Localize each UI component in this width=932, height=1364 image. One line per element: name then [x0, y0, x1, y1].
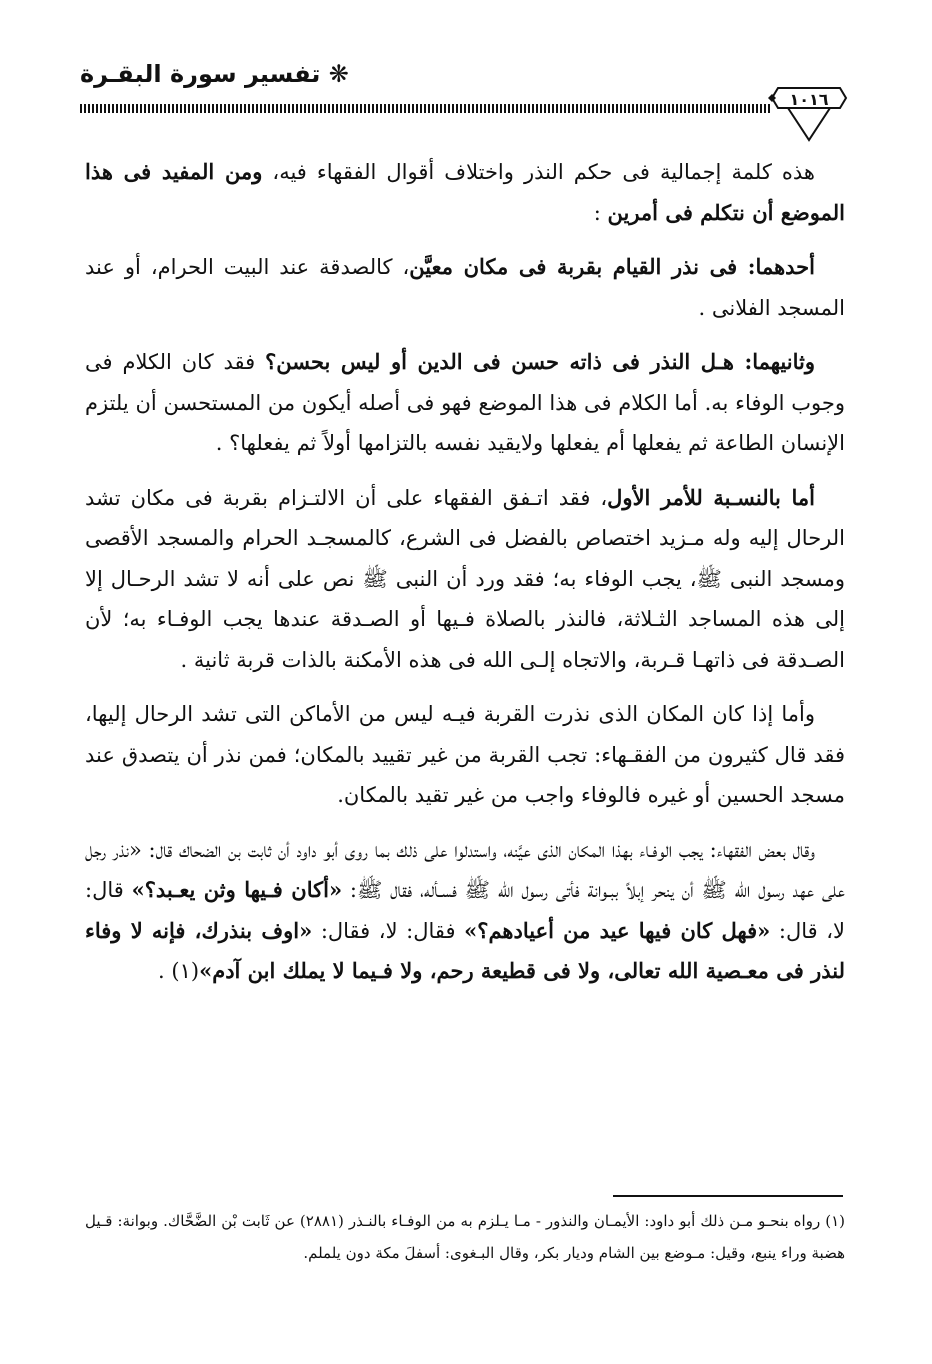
text-run: : — [593, 200, 608, 225]
text-run: ، كالصدقة عند البيت الحرام، أو عند المسجد الفلانى . — [85, 255, 845, 320]
bold-text: «اوف بنذرك، فإنه لا وفاء لنذر فى معـصية الله تعالى، ولا فى قطيعة رحم، ولا فـيما لا يملك ابن آدم» — [85, 917, 845, 983]
ornament-icon: ❋ — [328, 60, 349, 88]
bold-text: «أكان فـيها وثن يعـبد؟» — [131, 877, 343, 902]
paragraph — [85, 247, 845, 328]
paragraph — [85, 152, 845, 233]
footnote: (١) رواه بنحـو مـن ذلك أبو داود: الأيمـان والنذور - مـا يـلزم به من الوفـاء بالنـذر (٢٨٨١) عن ثَابت بْن الضَّحَّاك. وبوانة: قـيل هضبة وراء ينبع، وقيل: مـوضع بين الشام وديار بكر، وقال البـغوى: أسفلَ مكة دون يلملم. — [85, 1212, 845, 1262]
bold-text: «فهل كان فيها عيد من أعيادهم؟» — [464, 917, 771, 943]
text-run: (١) . — [158, 959, 200, 983]
text-run: فقال: لا، فقال: — [312, 918, 465, 943]
page-header — [80, 55, 855, 155]
text-run: قال: لا، قال: — [85, 878, 846, 943]
running-title — [80, 60, 349, 88]
text-run: وقال بعض الفقهاء: يجب الوفـاء بهذا المكان الذى عيَّنه، واستدلوا على ذلك بما روى أبو داود أن ثابت بن الضحاك قال: «نذر رجل على عهد رسول الله ﷺ أن ينحر إبلاً ببـوانة فأتى رسول الله ﷺ فسـأله، فقال ﷺ: — [85, 837, 845, 902]
text-run: فقد كان الكلام فى وجوب الوفاء به. أما الكلام فى هذا الموضع فهو فى أصله أيكون من المستحسن أن يلتزم الإنسان الطاعة ثم يفعلها أم يفعلها ولايقيد نفسه بالتزامها أولاً ثم يفعلها؟ . — [85, 350, 845, 455]
paragraph — [85, 830, 845, 992]
text-run: هذه كلمة إجمالية فى حكم النذر واختلاف أقوال الفقهاء فيه، — [262, 160, 815, 184]
header-rule — [80, 104, 770, 113]
footnote-separator — [613, 1195, 843, 1197]
paragraph — [85, 478, 845, 681]
bold-text: ومن المفيد فى هذا الموضع أن نتكلم فى أمرين — [85, 159, 845, 225]
text-run: وأما إذا كان المكان الذى نذرت القربة فيـه ليس من الأماكن التى تشد الرحال إليها، فقد قال كثيرون من الفقـهاء: تجب القربة من غير تقييد بالمكان؛ فمن نذر أن يتصدق عند مسجد الحسين أو غيره فالوفاء واجب من غير تقيد بالمكان. — [85, 702, 845, 807]
running-title-text: تفسير سورة البقـرة — [80, 60, 321, 88]
bold-text: وثانيهما: هـل النذر فى ذاته حسن فى الدين أو ليس بحسن؟ — [265, 349, 815, 374]
text-run: ، فقد اتـفق الفقهاء على أن الالتـزام بقربة فى مكان تشد الرحال إليه وله مـزيد اختصاص بالفضل فى الشرع، كالمسجـد الحرام والمسجد الأقصى ومسجد النبى ﷺ، يجب الوفاء به؛ فقد ورد أن النبى ﷺ نص على أنه لا تشد الرحـال إلا إلى هذه المساجد الثـلاثة، فالنذر بالصلاة فـيها أو الصـدقة عندها يجب الوفـاء به؛ لأن الصـدقة فى ذاتهـا قـربة، والاتجاه إلـى الله فى هذه الأمكنة بالذات قربة ثانية . — [85, 485, 845, 672]
page-number-badge — [768, 84, 850, 144]
main-text — [85, 152, 845, 1006]
bold-text: أحدهما: فى نذر القيام بقربة فى مكان معيَّن — [409, 254, 815, 279]
bold-text: أما بالنسـبة للأمر الأول — [607, 484, 815, 510]
paragraph — [85, 342, 845, 464]
paragraph — [85, 694, 845, 816]
page-number: ١٠١٦ — [789, 90, 829, 109]
